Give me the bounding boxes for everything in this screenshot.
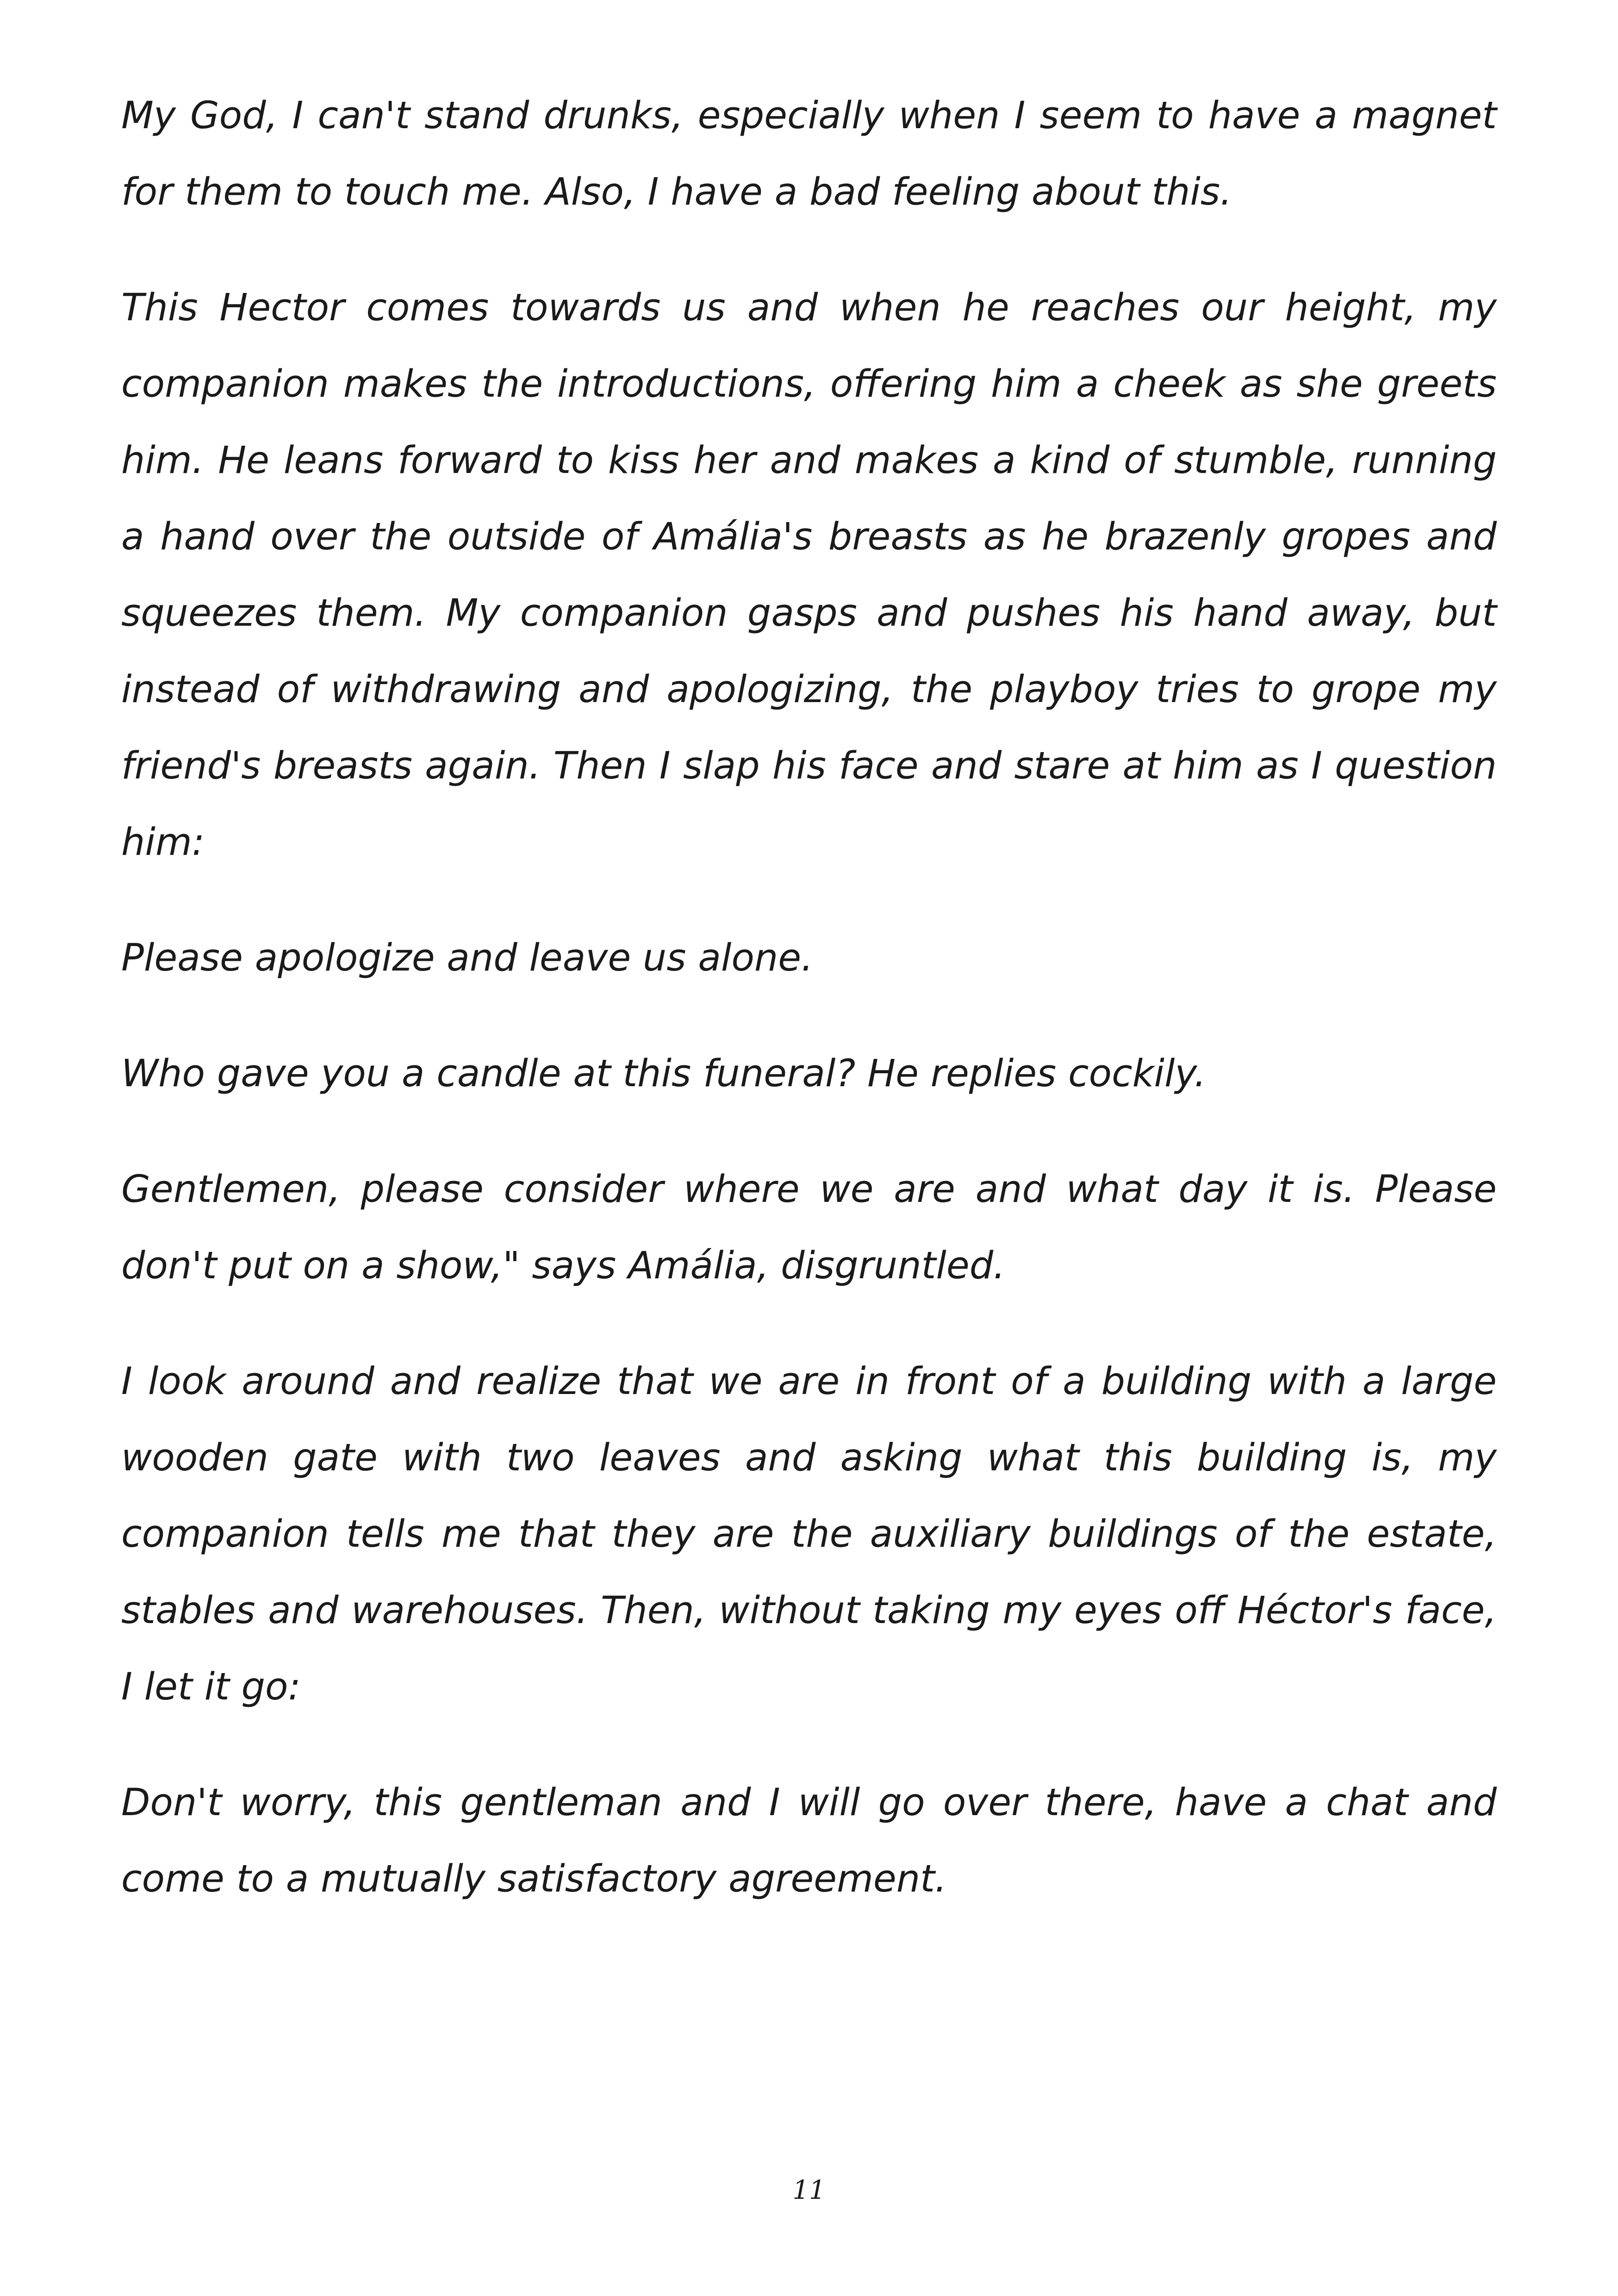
paragraph-5: Gentlemen, please consider where we are and what day it is. Please don't put on a show," says Amália, disgruntled.: [121, 1168, 1497, 1288]
paragraph-6: I look around and realize that we are in front of a building with a large wooden gate with two leaves and asking what this building is, my companion tells me that they are the auxiliary buildings of the estate, stables and warehouses. Then, without taking my eyes off Héctor's face, I let it go:: [121, 1360, 1497, 1709]
page-number: 11: [792, 2175, 826, 2205]
paragraph-2: This Hector comes towards us and when he reaches our height, my companion makes the introductions, offering him a cheek as she greets him. He leans forward to kiss her and makes a kind of stumble, running a hand over the outside of Amália's breasts as he brazenly gropes and squeezes them. My companion gasps and pushes his hand away, but instead of withdrawing and apologizing, the playboy tries to grope my friend's breasts again. Then I slap his face and stare at him as I question him:: [121, 286, 1497, 864]
paragraph-4: Who gave you a candle at this funeral? He replies cockily.: [121, 1052, 1206, 1095]
paragraph-3: Please apologize and leave us alone.: [121, 936, 813, 980]
paragraph-1: My God, I can't stand drunks, especially when I seem to have a magnet for them to touch me. Also, I have a bad feeling about this.: [121, 94, 1497, 214]
body-text: [121, 78, 1497, 1917]
paragraph-7: Don't worry, this gentleman and I will go over there, have a chat and come to a mutually satisfactory agreement.: [121, 1781, 1497, 1901]
